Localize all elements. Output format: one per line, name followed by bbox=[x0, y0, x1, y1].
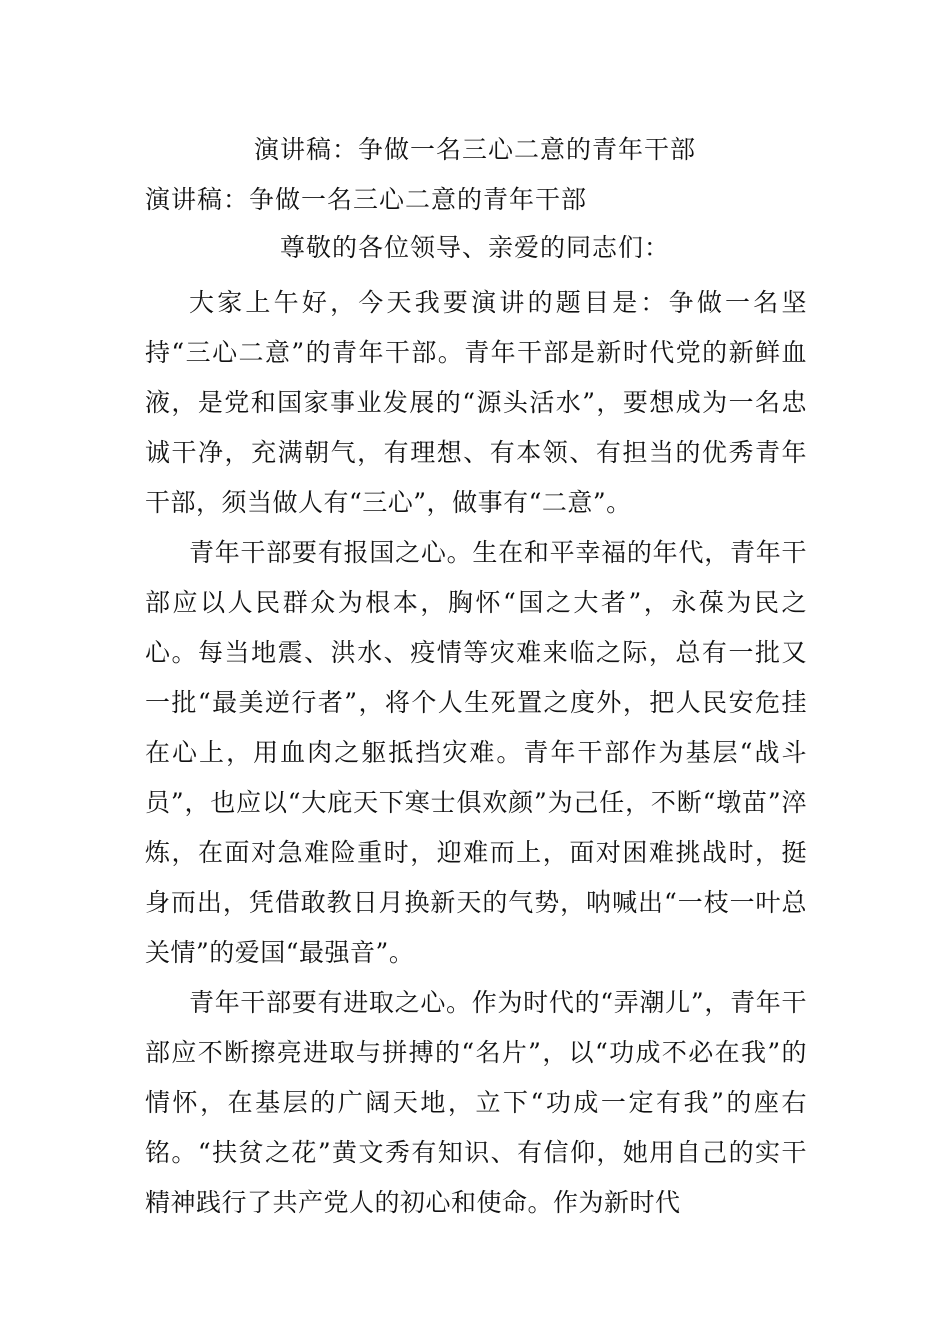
paragraph-intro: 大家上午好，今天我要演讲的题目是：争做一名坚持“三心二意”的青年干部。青年干部是新时代党的新鲜血液，是党和国家事业发展的“源头活水”，要想成为一名忠诚干净，充满朝气，有理想、有本领、有担当的优秀青年干部，须当做人有“三心”，做事有“二意”。 bbox=[145, 288, 807, 517]
body-text bbox=[145, 278, 807, 1228]
document-subtitle: 演讲稿：争做一名三心二意的青年干部 bbox=[145, 185, 588, 214]
paragraph-enterprise: 青年干部要有进取之心。作为时代的“弄潮儿”，青年干部应不断擦亮进取与拼搏的“名片”，以“功成不必在我”的情怀，在基层的广阔天地，立下“功成一定有我”的座右铭。“扶贫之花”黄文秀有知识、有信仰，她用自己的实干精神践行了共产党人的初心和使命。作为新时代 bbox=[145, 988, 807, 1217]
document-title: 演讲稿：争做一名三心二意的青年干部 bbox=[253, 135, 696, 164]
salutation: 尊敬的各位领导、亲爱的同志们： bbox=[279, 233, 670, 262]
paragraph-patriotism: 青年干部要有报国之心。生在和平幸福的年代，青年干部应以人民群众为根本，胸怀“国之大者”，永葆为民之心。每当地震、洪水、疫情等灾难来临之际，总有一批又一批“最美逆行者”，将个人生死置之度外，把人民安危挂在心上，用血肉之躯抵挡灾难。青年干部作为基层“战斗员”，也应以“大庇天下寒士俱欢颜”为己任，不断“墩苗”淬炼，在面对急难险重时，迎难而上，面对困难挑战时，挺身而出，凭借敢教日月换新天的气势，呐喊出“一枝一叶总关情”的爱国“最强音”。 bbox=[145, 538, 807, 967]
